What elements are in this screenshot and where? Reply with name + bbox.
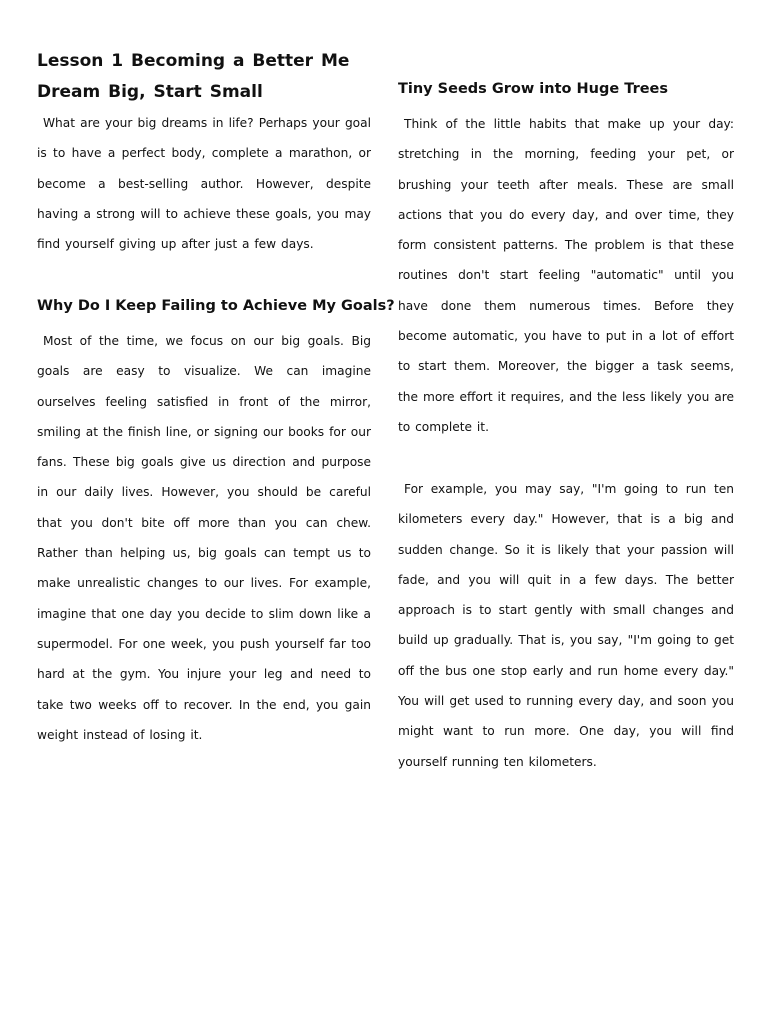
intro-paragraph: What are your big dreams in life? Perhaps your goal is to have a perfect body, complete a marathon, or become a best-selling author. However, despite having a strong will to achieve these goals, you may find yourself giving up after just a few days. xyxy=(37,116,371,252)
why-failing-paragraph: Most of the time, we focus on our big goals. Big goals are easy to visualize. We can imagine ourselves feeling satisfied in front of the mirror, smiling at the finish line, or signing our books for our fans. These big goals give us direction and purpose in our daily lives. However, you should be careful that you don't bite off more than you can chew. Rather than helping us, big goals can tempt us to make unrealistic changes to our lives. For example, imagine that one day you decide to slim down like a supermodel. For one week, you push yourself far too hard at the gym. You injure your leg and need to take two weeks off to recover. In the end, you gain weight instead of losing it. xyxy=(37,334,371,742)
lesson-title-line: Lesson 1 Becoming a Better Me xyxy=(37,51,350,71)
tiny-seeds-paragraph-2: For example, you may say, "I'm going to run ten kilometers every day." However, that is a big and sudden change. So it is likely that your passion will fade, and you will quit in a few days. The better approach is to start gently with small changes and build up gradually. That is, you say, "I'm going to get off the bus one stop early and run home every day." You will get used to running every day, and soon you might want to run more. One day, you will find yourself running ten kilometers. xyxy=(398,482,734,769)
tiny-seeds-paragraph-1: Think of the little habits that make up your day: stretching in the morning, feeding your pet, or brushing your teeth after meals. These are small actions that you do every day, and over time, they form consistent patterns. The problem is that these routines don't start feeling "automatic" until you have done them numerous times. Before they become automatic, you have to put in a lot of effort to start them. Moreover, the bigger a task seems, the more effort it requires, and the less likely you are to complete it. xyxy=(398,117,734,434)
lesson-subtitle: Dream Big, Start Small xyxy=(37,82,263,102)
section-heading-why-failing: Why Do I Keep Failing to Achieve My Goals? xyxy=(37,298,395,314)
section-heading-tiny-seeds: Tiny Seeds Grow into Huge Trees xyxy=(398,81,669,97)
lesson-title xyxy=(37,46,349,108)
